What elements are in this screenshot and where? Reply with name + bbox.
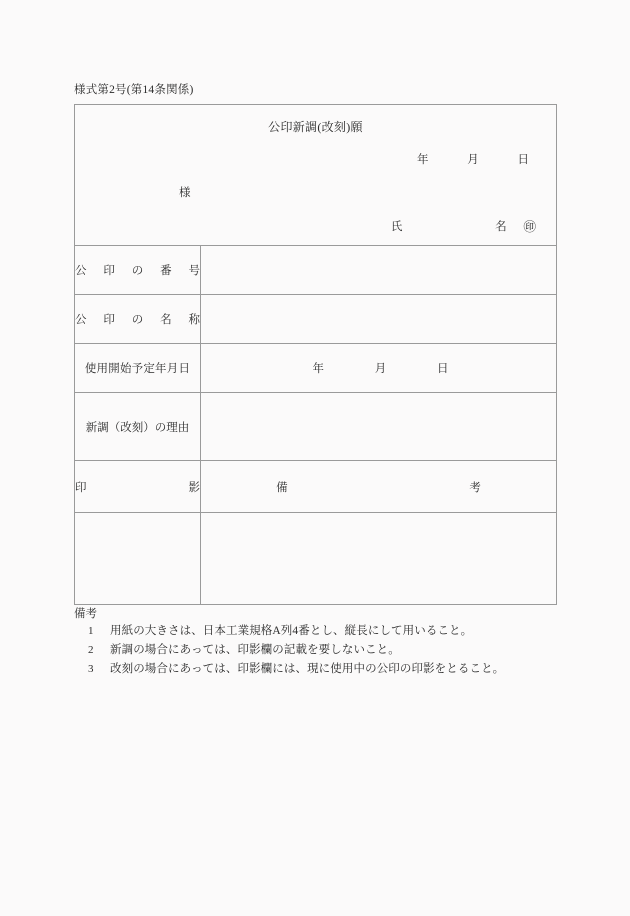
list-item	[88, 641, 574, 660]
remarks-entry-box[interactable]	[201, 513, 557, 605]
date-year-label: 年	[417, 154, 429, 166]
row-label-text: 公印の番号	[75, 265, 200, 277]
table-row	[75, 295, 557, 344]
seal-impression-char-1: 印	[75, 481, 189, 494]
row-label-start-date	[75, 344, 201, 393]
remark-text: 改刻の場合にあっては、印影欄には、現に使用中の公印の印影をとること。	[110, 663, 505, 675]
start-date-day-label: 日	[437, 363, 449, 375]
submission-date-line	[417, 151, 529, 167]
row-label-seal-number	[75, 246, 201, 295]
document-title: 公印新調(改刻)願	[268, 120, 363, 134]
row-label-remarks-column	[201, 461, 557, 513]
remark-number: 2	[88, 644, 94, 656]
row-value-seal-number[interactable]	[201, 246, 557, 295]
remarks-section	[74, 606, 574, 679]
surname-label: 氏	[390, 221, 403, 233]
start-date-placeholders	[201, 360, 556, 376]
table-row-seal-impression-header	[75, 461, 557, 513]
date-day-label: 日	[517, 154, 529, 166]
row-label-seal-name	[75, 295, 201, 344]
row-value-seal-name[interactable]	[201, 295, 557, 344]
remark-text: 用紙の大きさは、日本工業規格A列4番とし、縦長にして用いること。	[110, 625, 473, 637]
remarks-section-title: 備考	[74, 608, 97, 620]
applicant-name-line	[391, 218, 536, 234]
seal-stamp-icon: ㊞	[523, 220, 536, 234]
remark-number: 3	[88, 663, 94, 675]
remarks-char-1: 備	[276, 481, 288, 494]
remarks-char-2: 考	[469, 481, 481, 494]
form-code-header: 様式第2号(第14条関係)	[74, 84, 194, 96]
given-name-label: 名	[495, 221, 507, 233]
row-value-start-date[interactable]	[201, 344, 557, 393]
seal-impression-entry-box[interactable]	[75, 513, 201, 605]
remark-number: 1	[88, 625, 94, 637]
row-label-seal-impression	[75, 461, 201, 513]
row-label-text: 公印の名称	[75, 314, 200, 326]
remarks-column-header	[201, 479, 556, 495]
date-month-label: 月	[467, 154, 479, 166]
table-row-entry-area	[75, 513, 557, 605]
form-header-row	[75, 105, 557, 246]
seal-impression-char-2: 影	[188, 481, 200, 494]
row-value-reason[interactable]	[201, 393, 557, 461]
table-row	[75, 393, 557, 461]
addressee-suffix: 様	[179, 187, 191, 199]
start-date-month-label: 月	[374, 363, 387, 375]
remark-text: 新調の場合にあっては、印影欄の記載を要しないこと。	[110, 644, 400, 656]
row-label-text: 新調（改刻）の理由	[85, 421, 190, 434]
form-header-cell	[75, 105, 557, 246]
table-row	[75, 246, 557, 295]
row-label-reason	[75, 393, 201, 461]
start-date-year-label: 年	[312, 363, 324, 375]
row-label-text: 使用開始予定年月日	[84, 363, 191, 375]
table-row	[75, 344, 557, 393]
list-item	[88, 660, 574, 679]
list-item	[88, 622, 574, 641]
row-label-text	[75, 479, 200, 495]
koin-request-form-table	[74, 104, 557, 605]
